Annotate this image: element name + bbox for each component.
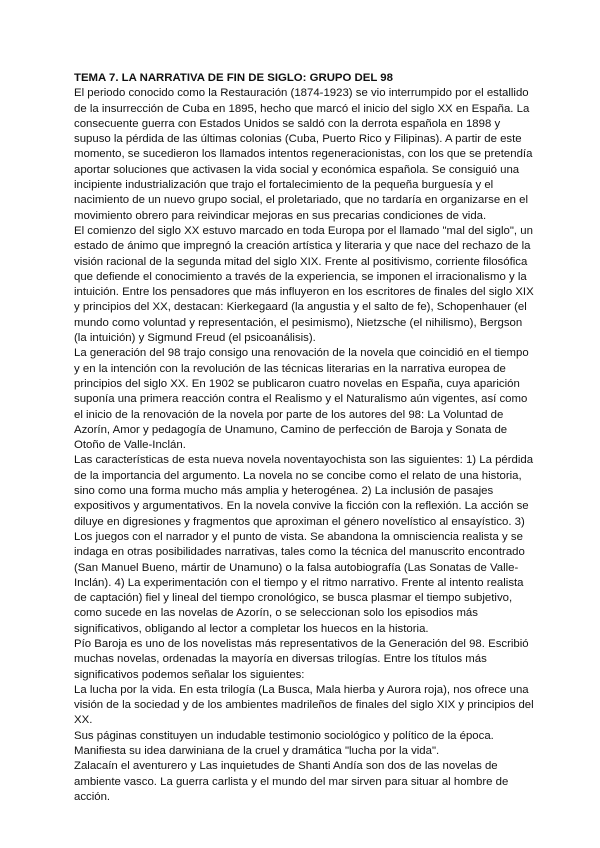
document-page [74, 71, 534, 805]
paragraph-pio-baroja: Pío Baroja es uno de los novelistas más representativos de la Generación del 98. Escribió muchas novelas, ordenadas la mayoría en diversas trilogías. Entre los títulos más significativos podemos señalar los siguientes: [74, 637, 529, 681]
paragraph-mal-del-siglo: El comienzo del siglo XX estuvo marcado en toda Europa por el llamado "mal del siglo", un estado de ánimo que impregnó la creación artística y literaria y que nace del rechazo de la visión racional de la segunda mitad del siglo XIX. Frente al positivismo, corriente filosófica que defiende el conocimiento a través de la experiencia, se imponen el irracionalismo y la intuición. Entre los pensadores que más influyeron en los escritores de finales del siglo XIX y principios del XX, destacan: Kierkegaard (la angustia y el salto de fe), Schopenhauer (el mundo como voluntad y representación, el pesimismo), Nietzsche (el nihilismo), Bergson (la intuición) y Sigmund Freud (el psicoanálisis). [74, 224, 534, 345]
document-title: TEMA 7. LA NARRATIVA DE FIN DE SIGLO: GRUPO DEL 98 [74, 72, 393, 84]
paragraph-testimonio: Sus páginas constituyen un indudable testimonio sociológico y político de la época. Manifiesta su idea darwiniana de la cruel y dramática "lucha por la vida". [74, 729, 494, 758]
paragraph-zalacain: Zalacaín el aventurero y Las inquietudes de Shanti Andía son dos de las novelas de ambiente vasco. La guerra carlista y el mundo del mar sirven para situar al hombre de acción. [74, 760, 509, 803]
paragraph-lucha-por-la-vida: La lucha por la vida. En esta trilogía (La Busca, Mala hierba y Aurora roja), nos ofrece una visión de la sociedad y de los ambientes madrileños de finales del siglo XIX y principios del XX. [74, 683, 534, 727]
paragraph-caracteristicas: Las características de esta nueva novela noventayochista son las siguientes: 1) La pérdida de la importancia del argumento. La novela no se concibe como el relato de una historia, sino como una forma mucho más amplia y heterogénea. 2) La inclusión de pasajes expositivos y argumentativos. En la novela convive la ficción con la reflexión. La acción se diluye en digresiones y fragmentos que aproximan el género novelístico al ensayístico. 3) Los juegos con el narrador y el punto de vista. Se abandona la omnisciencia realista y se indaga en otras posibilidades narrativas, tales como la técnica del manuscrito encontrado (San Manuel Bueno, mártir de Unamuno) o la falsa autobiografía (Las Sonatas de Valle-Inclán). 4) La experimentación con el tiempo y el ritmo narrativo. Frente al intento realista de captación) fiel y lineal del tiempo cronológico, se busca plasmar el tiempo subjetivo, como sucede en las novelas de Azorín, o se seleccionan solo los episodios más significativos, obligando al lector a completar los huecos en la historia. [74, 454, 534, 635]
paragraph-restauracion: El periodo conocido como la Restauración (1874-1923) se vio interrumpido por el estallido de la insurrección de Cuba en 1895, hecho que marcó el inicio del siglo XX en España. La consecuente guerra con Estados Unidos se saldó con la derrota española en 1898 y supuso la pérdida de las últimas colonias (Cuba, Puerto Rico y Filipinas). A partir de este momento, se sucedieron los llamados intentos regeneracionistas, con los que se pretendía aportar soluciones que activasen la vida social y económica española. Se consiguió una incipiente industrialización que trajo el fortalecimiento de la pequeña burguesía y el nacimiento de un nuevo grupo social, el proletariado, que no tardaría en organizarse en el movimiento obrero para reivindicar mejoras en sus precarias condiciones de vida. [74, 87, 533, 222]
paragraph-renovacion-novela: La generación del 98 trajo consigo una renovación de la novela que coincidió en el tiempo y en la intención con la revolución de las técnicas literarias en la narrativa europea de principios del siglo XX. En 1902 se publicaron cuatro novelas en España, cuya aparición suponía una primera reacción contra el Realismo y el Naturalismo aún vigentes, así como el inicio de la renovación de la novela por parte de los autores del 98: La Voluntad de Azorín, Amor y pedagogía de Unamuno, Camino de perfección de Baroja y Sonata de Otoño de Valle-Inclán. [74, 347, 529, 452]
